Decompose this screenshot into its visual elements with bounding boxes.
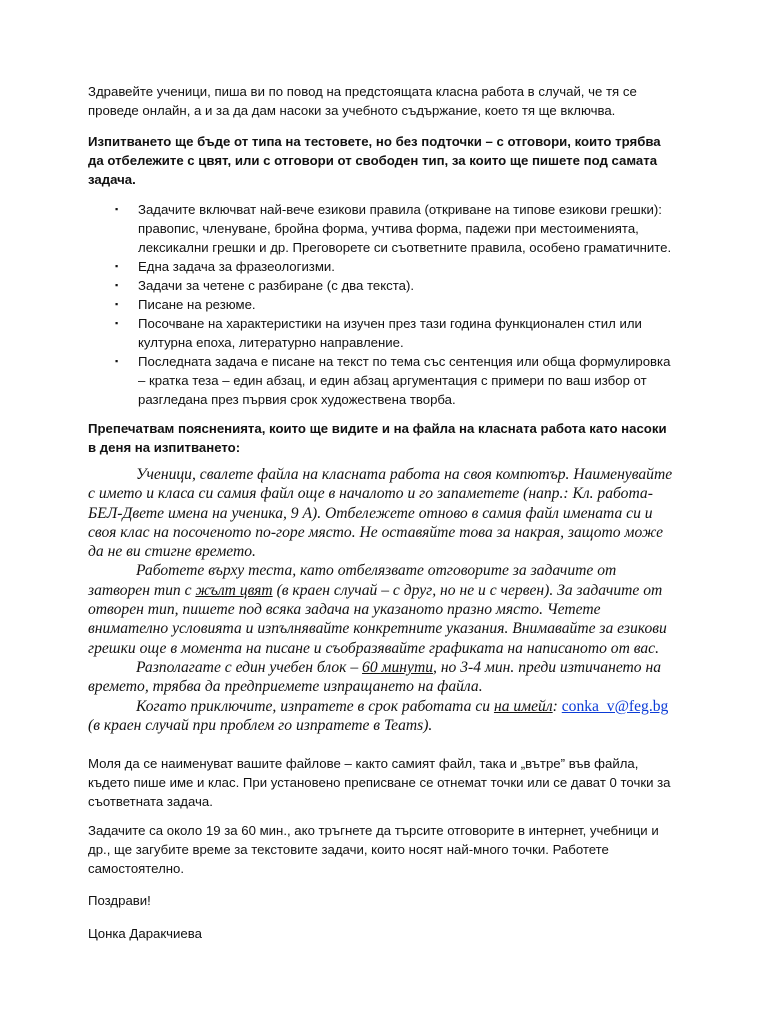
time-note: Задачите са около 19 за 60 мин., ако тръгнете да търсите отговорите в интернет, учебници и др., ще загубите време за текстовите задачи, които носят най-много точки. Работете самостоятелно. bbox=[88, 823, 659, 877]
list-item-text: Посочване на характеристики на изучен през тази година функционален стил или културна епоха, литературно направление. bbox=[138, 316, 642, 350]
bullet-icon: ▪ bbox=[115, 204, 119, 214]
list-item-text: Задачите включват най-вече езикови правила (откриване на типове езикови грешки): правопис, членуване, бройна форма, учтива форма, падежи при местоименията, лексикални грешки и др. Преговорете си съответните правила, особено граматичните. bbox=[138, 202, 672, 255]
greeting: Поздрави! bbox=[88, 893, 151, 909]
yellow-color-emphasis: жълт цвят bbox=[195, 581, 273, 599]
bullet-icon: ▪ bbox=[115, 261, 119, 271]
list-item-text: Задачи за четене с разбиране (с два текста). bbox=[138, 278, 415, 293]
email-link[interactable]: conka_v@feg.bg bbox=[561, 697, 669, 715]
test-format-note: Изпитването ще бъде от типа на тестовете, но без подточки – с отговори, които трябва да отбележите с цвят, или с отговори от свободен тип, за които ще пишете под самата задача. bbox=[88, 134, 661, 187]
instruction-paragraph: Ученици, свалете файла на класната работа на своя компютър. Наименувайте с името и класа си самия файл още в началото и го запаметете (напр.: Кл. работа-БЕЛ-Двете имена на ученика, 9 А). Отбележете отново в самия файл имената си и своя клас на посоченото по-горе място. Не оставяйте това за накрая, защото може да не ви стигне времето. bbox=[88, 466, 673, 561]
list-item-text: Една задача за фразеологизми. bbox=[138, 259, 335, 274]
duration-emphasis: 60 минути bbox=[362, 658, 434, 676]
task-list bbox=[88, 200, 676, 409]
instruction-paragraph bbox=[88, 561, 676, 657]
reprint-note: Препечатвам поясненията, които ще видите и на файла на класната работа като насоки в деня на изпитването: bbox=[88, 421, 667, 455]
list-item-text: Писане на резюме. bbox=[138, 297, 256, 312]
instruction-paragraph bbox=[88, 658, 676, 697]
instruction-text: Разполагате с един учебен блок – bbox=[136, 658, 363, 676]
instruction-paragraph bbox=[88, 697, 676, 736]
instruction-text: Когато приключите, изпратете в срок работата си bbox=[136, 697, 494, 715]
list-item bbox=[88, 352, 676, 409]
bullet-icon: ▪ bbox=[115, 280, 119, 290]
bullet-icon: ▪ bbox=[115, 299, 119, 309]
bullet-icon: ▪ bbox=[115, 318, 119, 328]
instruction-text: Работете върху теста, като отбелязвате отговорите за задачите от затворен тип с bbox=[88, 562, 617, 599]
file-naming-note: Моля да се наименуват вашите файлове – както самият файл, така и „вътре” във файла, където пише име и клас. При установено преписване се отнемат точки или се дават 0 точки за съответната задача. bbox=[88, 756, 671, 810]
instruction-text: : bbox=[552, 697, 562, 715]
list-item bbox=[88, 276, 676, 295]
list-item bbox=[88, 314, 676, 352]
document-page bbox=[88, 82, 676, 943]
instruction-text: , но 3-4 мин. преди изтичането на времето, трябва да предприемете изпращането на файла. bbox=[88, 658, 662, 696]
bullet-icon: ▪ bbox=[115, 356, 119, 366]
signature: Цонка Даракчиева bbox=[88, 926, 202, 942]
email-emphasis: на имейл bbox=[493, 697, 553, 715]
list-item bbox=[88, 257, 676, 276]
instruction-text: (в краен случай при проблем го изпратете в Teams). bbox=[88, 716, 433, 734]
list-item bbox=[88, 295, 676, 314]
instruction-text: (в краен случай – с друг, но не и с червен). За задачите от отворен тип, пишете под всяка задача на указаното празно място. Четете внимателно условията и изпълнявайте конкретните указания. Внимавайте за езикови грешки още в момента на писане и съобразявайте графиката на написаното от вас. bbox=[88, 581, 667, 657]
list-item-text: Последната задача е писане на текст по тема със сентенция или обща формулировка – кратка теза – един абзац, и един абзац аргументация с примери по ваш избор от разгледана през първия срок художествена творба. bbox=[138, 354, 671, 407]
exam-instructions bbox=[88, 465, 676, 735]
intro-paragraph: Здравейте ученици, пиша ви по повод на предстоящата класна работа в случай, че тя се проведе онлайн, а и за да дам насоки за учебното съдържание, което тя ще включва. bbox=[88, 84, 637, 118]
list-item bbox=[88, 200, 676, 257]
